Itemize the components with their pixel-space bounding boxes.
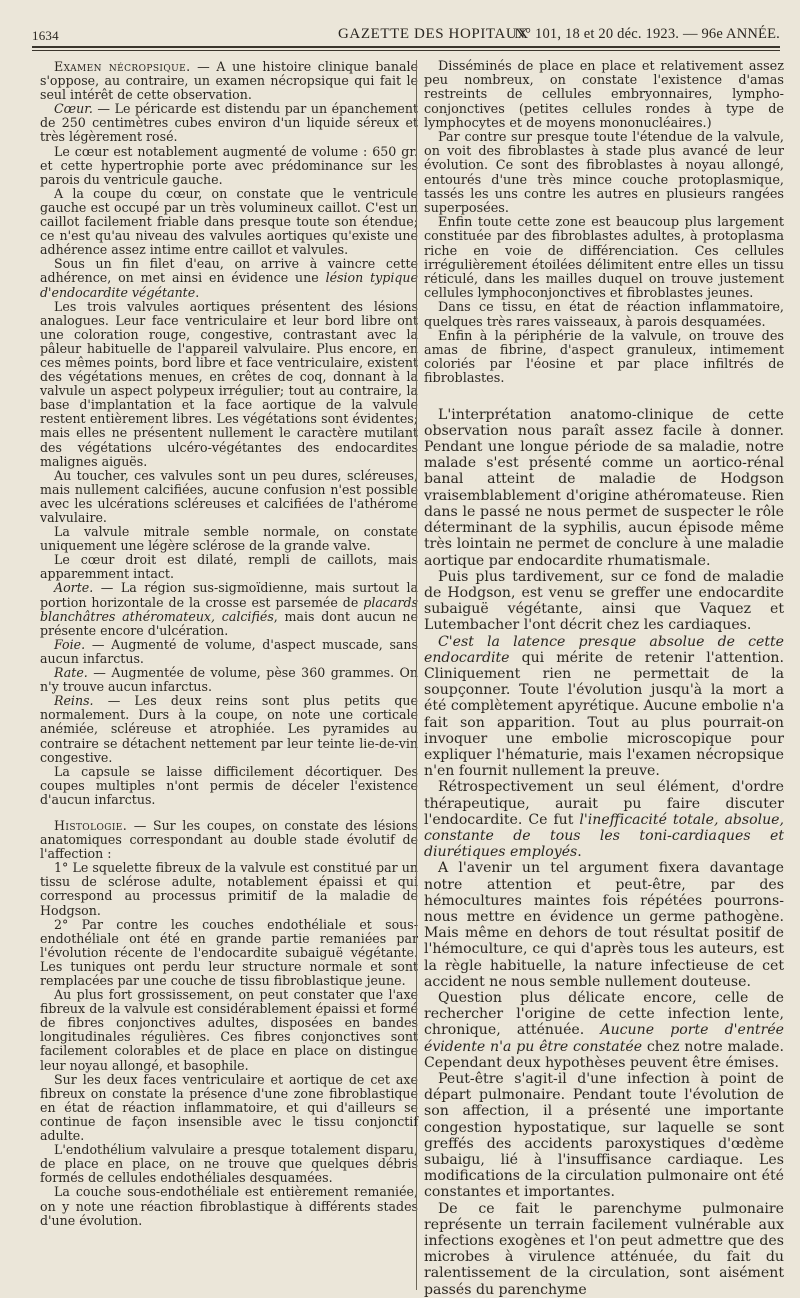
- page-number: 1634: [32, 28, 59, 43]
- paragraph: [424, 1071, 784, 1201]
- paragraph-text: Les trois valvules aortiques présentent des lésions analogues. Leur face ventriculaire et leur bord libre ont une coloration rouge, congestive, contrastant avec la pâleur habituelle de l'appareil valvulaire. Plus encore, en ces mêmes points, bord libre et face ventriculaire, existent des végétations menues, en crêtes de coq, donnant à la valvule un aspect polypeux irrégulier; tout au contraire, la base d'implantation et la face aortique de la valvule restent entièrement libres. Les végétations sont évidentes; mais elles ne présentent nullement le caractère mutilant des végétations ulcéro-végétantes des endocardites malignes aiguës.: [40, 298, 418, 469]
- paragraph-text: — Augmenté de volume, d'aspect muscade, sans aucun infarctus.: [40, 636, 418, 666]
- paragraph: [40, 257, 418, 299]
- paragraph: [424, 216, 784, 301]
- subsection-heading: Cœur.: [54, 101, 93, 117]
- paragraph-text: chez notre malade. Cependant deux hypothèses peuvent être émises.: [424, 1038, 784, 1071]
- paragraph: [40, 525, 418, 553]
- paragraph: [424, 569, 784, 634]
- paragraph-text: Par contre sur presque toute l'étendue de la valvule, on voit des fibroblastes à stade plus avancé de leur évolution. Ce sont des fibroblastes à noyau allongé, entourés d'une très mince couche protoplasmique, tassés les uns contre les autres en plusieurs rangées superposées.: [424, 130, 784, 217]
- paragraph: [40, 102, 418, 144]
- paragraph-text: La couche sous-endothéliale est entièrement remaniée, on y note une réaction fibroblastique à différents stades d'une évolution.: [40, 1184, 418, 1228]
- paragraph-text: — Sur les coupes, on constate des lésions anatomiques correspondant au double stade évolutif de l'affection :: [40, 817, 418, 862]
- subsection-heading: Rate.: [54, 665, 88, 681]
- paragraph: [424, 131, 784, 216]
- paragraph-text: Enfin toute cette zone est beaucoup plus largement constituée par des fibroblastes adultes, à protoplasma riche en voie de différenciation. Ces cellules irrégulièrement étoilées délimitent entre elles un tissu réticulé, dans les mailles duquel on trouve justement cellules lymphoconjonctives et fibroblastes jeunes.: [424, 215, 784, 302]
- paragraph: [40, 638, 418, 666]
- paragraph: [40, 60, 418, 102]
- emphasis-text: lésion typique d'endocardite végétante: [40, 270, 418, 300]
- paragraph-text: L'interprétation anatomo-clinique de cette observation nous paraît assez facile à donner. Pendant une longue période de sa maladie, notre malade s'est présenté comme un aortico-rénal banal atteint de maladie de Hodgson vraisemblablement d'origine athéromateuse. Rien dans le passé ne nous permet de suspecter le rôle déterminant de la syphilis, aucun épisode même très lointain ne permet de conclure à une maladie aortique par endocardite rhumatismale.: [424, 406, 784, 569]
- paragraph-text: Puis plus tardivement, sur ce fond de maladie de Hodgson, est venu se greffer une endocardite subaiguë végétante, ainsi que Vaquez et Lutembacher l'ont décrit chez les cardiaques.: [424, 568, 784, 634]
- subsection-heading: Reins.: [54, 693, 94, 709]
- paragraph-text: La capsule se laisse difficilement décortiquer. Des coupes multiples n'ont permis de déceler l'existence d'aucun infarctus.: [40, 763, 418, 807]
- right-column-interpretation: [424, 407, 784, 1298]
- column-divider: [416, 60, 417, 1290]
- paragraph: [424, 634, 784, 780]
- paragraph: [40, 694, 418, 764]
- paragraph: [424, 779, 784, 860]
- paragraph: [40, 765, 418, 807]
- left-column: [40, 60, 418, 1290]
- paragraph-text: Sous un fin filet d'eau, on arrive à vaincre cette adhérence, on met ainsi en évidence une: [40, 256, 418, 286]
- paragraph: [424, 860, 784, 990]
- paragraph-text: A la coupe du cœur, on constate que le ventricule gauche est occupé par un très volumineux caillot. C'est un caillot facilement friable dans presque toute son étendue; ce n'est qu'au niveau des valvules aortiques qu'existe une adhérence assez intime entre caillot et valvules.: [40, 185, 418, 258]
- journal-title: GAZETTE DES HOPITAUX: [338, 26, 529, 42]
- paragraph-text: — Le péricarde est distendu par un épanchement de 250 centimètres cubes environ d'un liquide séreux et très légèrement rosé.: [40, 101, 418, 145]
- paragraph-text: Au plus fort grossissement, on peut constater que l'axe fibreux de la valvule est considérablement épaissi et formé de fibres conjonctives adultes, disposées en bandes longitudinales régulières. Ces fibres conjonctives sont facilement colorables et de place en place on distingue leur noyau allongé, et basophile.: [40, 987, 418, 1073]
- paragraph: [40, 861, 418, 917]
- paragraph-text: Enfin à la périphérie de la valvule, on trouve des amas de fibrine, d'aspect granuleux, intimement coloriés par l'éosine et par place infiltrés de fibroblastes.: [424, 328, 784, 387]
- page-header: [32, 14, 780, 44]
- paragraph-text: — A une histoire clinique banale s'oppose, au contraire, un examen nécropsique qui fait le seul intérêt de cette observation.: [40, 59, 418, 103]
- right-column: [424, 59, 785, 1298]
- paragraph-text: Sur les deux faces ventriculaire et aortique de cet axe fibreux on constate la présence d'une zone fibroblastique en état de réaction inflammatoire, et qui d'ailleurs se continue de façon insensible avec le tissu conjonctif adulte.: [40, 1071, 418, 1144]
- paragraph: [40, 300, 418, 469]
- paragraph-text: .: [195, 284, 200, 300]
- paragraph-text: — La région sus-sigmoïdienne, mais surtout la portion horizontale de la crosse est parsemée de: [40, 580, 418, 610]
- paragraph-text: L'endothélium valvulaire a presque totalement disparu, de place en place, on ne trouve que quelques débris formés de cellules endothéliales desquamées.: [40, 1142, 418, 1186]
- paragraph-text: — Les deux reins sont plus petits que normalement. Durs à la coupe, on note une corticale anémiée, scléreuse et atrophiée. Les pyramides au contraire se détachent nettement par leur teinte lie-de-vin congestive.: [40, 693, 418, 765]
- paragraph: [40, 988, 418, 1073]
- paragraph: [40, 553, 418, 581]
- paragraph-text: De ce fait le parenchyme pulmonaire représente un terrain facilement vulnérable aux infections exogènes et l'on peut admettre que des microbes à virulence atténuée, du fait du ralentissement de la circulation, sont aisément passés du parenchyme: [424, 1200, 784, 1298]
- header-rule-thin: [32, 50, 780, 51]
- section-heading: Examen nécropsique.: [54, 59, 191, 74]
- paragraph: [424, 1201, 784, 1298]
- issue-info: N° 101, 18 et 20 déc. 1923. — 96e ANNÉE.: [514, 26, 780, 42]
- paragraph: [424, 330, 784, 387]
- emphasis-text: l'inefficacité totale, absolue, constante de tous les toni-cardiaques et diurétiques employés: [424, 811, 784, 861]
- paragraph: [40, 819, 418, 861]
- header-rule: [32, 46, 780, 48]
- paragraph: [40, 918, 418, 988]
- paragraph: [40, 581, 418, 637]
- right-column-histology: [424, 60, 784, 387]
- paragraph-text: 2° Par contre les couches endothéliale et sous-endothéliale ont été en grande partie remaniées par l'évolution récente de l'endocardite subaiguë végétante. Les tuniques ont perdu leur structure normale et sont remplacées par une couche de tissu fibroblastique jeune.: [40, 916, 418, 988]
- paragraph-text: Rétrospectivement un seul élément, d'ordre thérapeutique, aurait pu faire discuter l'endocardite. Ce fut: [424, 779, 784, 828]
- paragraph: [424, 407, 784, 569]
- paragraph-text: Le cœur droit est dilaté, rempli de caillots, mais apparemment intact.: [40, 552, 418, 582]
- paragraph-text: Au toucher, ces valvules sont un peu dures, scléreuses, mais nullement calcifiées, aucune confusion n'est possible avec les ulcérations scléreuses et calcifiées de l'athérome valvulaire.: [40, 467, 418, 525]
- paragraph-text: 1° Le squelette fibreux de la valvule est constitué par un tissu de sclérose adulte, notablement épaissi et qui correspond au processus primitif de la maladie de Hodgson.: [40, 860, 418, 918]
- paragraph-text: qui mérite de retenir l'attention. Cliniquement rien ne permettait de la soupçonner. Toute l'évolution jusqu'à la mort a été complètement apyrétique. Aucune embolie n'a fait son apparition. Tout au plus pourrait-on invoquer une embolie microscopique pour expliquer l'hématurie, mais l'examen nécropsique n'en fournit nullement la preuve.: [424, 649, 784, 780]
- subsection-heading: Aorte.: [54, 580, 94, 596]
- paragraph-text: Disséminés de place en place et relativement assez peu nombreux, on constate l'existence d'amas restreints de cellules embryonnaires, lympho-conjonctives (petites cellules rondes à type de lymphocytes et de moyens mononucléaires.): [424, 59, 784, 131]
- paragraph: [424, 60, 784, 131]
- paragraph-text: Le cœur est notablement augmenté de volume : 650 gr. et cette hypertrophie porte avec prédominance sur les parois du ventricule gauche.: [40, 143, 418, 187]
- article-columns: [32, 59, 785, 1298]
- paragraph: [40, 187, 418, 257]
- section-heading: Histologie.: [54, 817, 128, 833]
- paragraph: [424, 990, 784, 1071]
- subsection-heading: Foie.: [54, 636, 86, 652]
- paragraph-text: Peut-être s'agit-il d'une infection à point de départ pulmonaire. Pendant toute l'évolution de son affection, il a présenté une importante congestion hypostatique, sur laquelle se sont greffés des accidents paroxystiques d'œdème subaigu, lié à l'insuffisance cardiaque. Les modifications de la circulation pulmonaire ont été constantes et importantes.: [424, 1071, 784, 1201]
- paragraph: [40, 666, 418, 694]
- paragraph-text: La valvule mitrale semble normale, on constate uniquement une légère sclérose de la grande valve.: [40, 524, 418, 554]
- paragraph-text: Dans ce tissu, en état de réaction inflammatoire, quelques très rares vaisseaux, à parois desquamées.: [424, 300, 784, 330]
- emphasis-text: C'est la latence presque absolue de cette endocardite: [424, 633, 784, 666]
- paragraph-text: .: [577, 844, 582, 861]
- paragraph-text: Question plus délicate encore, celle de rechercher l'origine de cette infection lente, chronique, atténuée.: [424, 989, 784, 1039]
- emphasis-text: placards blanchâtres athéromateux, calcifiés: [40, 594, 418, 624]
- emphasis-text: Aucune porte d'entrée évidente n'a pu être constatée: [424, 1022, 785, 1055]
- paragraph-text: A l'avenir un tel argument fixera davantage notre attention et peut-être, par des hémocultures maintes fois répétées pourrons-nous mettre en évidence un germe pathogène. Mais même en dehors de tout résultat positif de l'hémoculture, ce qui d'après tous les auteurs, est la règle habituelle, la nature infectieuse de cet accident ne nous semble nullement douteuse.: [424, 860, 784, 990]
- paragraph: [40, 1073, 418, 1143]
- paragraph: [40, 1143, 418, 1185]
- paragraph: [40, 145, 418, 187]
- paragraph-text: — Augmentée de volume, pèse 360 grammes. On n'y trouve aucun infarctus.: [40, 665, 418, 695]
- paragraph: [424, 301, 784, 329]
- paragraph-text: , mais dont aucun ne présente encore d'ulcération.: [40, 608, 418, 638]
- paragraph: [40, 1185, 418, 1227]
- paragraph: [40, 469, 418, 525]
